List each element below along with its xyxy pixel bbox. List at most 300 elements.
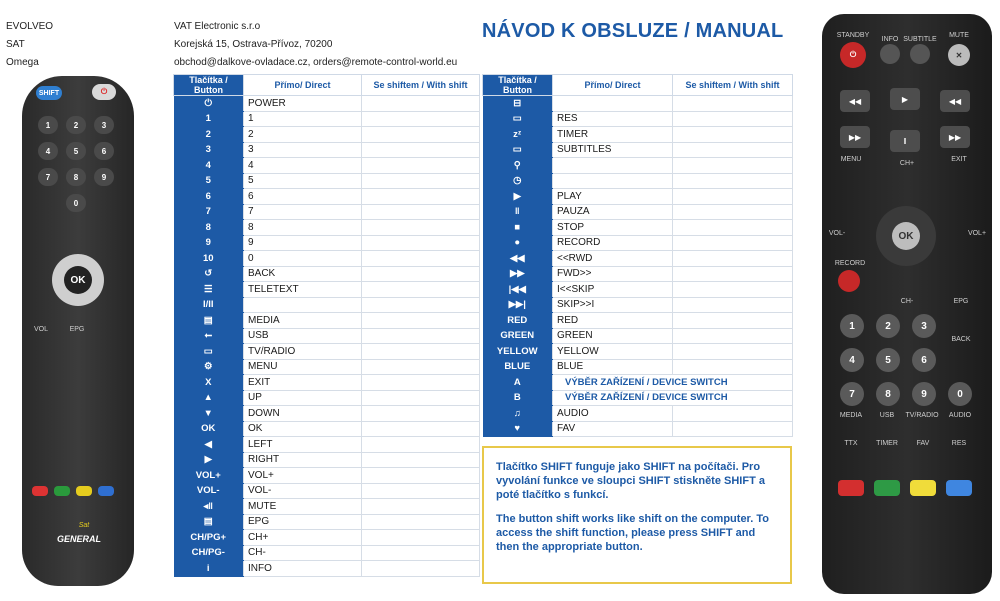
numpad-key: 6 xyxy=(912,348,936,372)
direct-cell: POWER xyxy=(244,96,362,112)
table-row xyxy=(483,344,793,360)
direct-cell: LEFT xyxy=(244,437,362,453)
direct-cell: 6 xyxy=(244,189,362,205)
numpad-key: 1 xyxy=(840,314,864,338)
col-direct-header: Přímo/ Direct xyxy=(244,75,362,96)
record-label: RECORD xyxy=(834,260,866,267)
button-cell: ☰ xyxy=(174,282,244,298)
brand-name: EVOLVEO xyxy=(6,21,54,32)
ch-minus-label: CH- xyxy=(900,298,914,305)
ch-plus-label: CH+ xyxy=(899,160,915,167)
table-row xyxy=(483,111,793,127)
direct-cell: 9 xyxy=(244,235,362,251)
shift-cell xyxy=(362,375,480,391)
remote-right-image xyxy=(822,14,992,594)
direct-cell: 3 xyxy=(244,142,362,158)
direct-cell: VOL+ xyxy=(244,468,362,484)
button-cell: 4 xyxy=(174,158,244,174)
record-key xyxy=(838,270,860,292)
device-switch-cell: VÝBĚR ZAŘÍZENÍ / DEVICE SWITCH xyxy=(553,375,793,391)
shift-cell xyxy=(362,545,480,561)
table-row xyxy=(174,313,480,329)
numpad-key: 1 xyxy=(38,116,58,134)
shift-cell xyxy=(673,406,793,422)
direct-cell: MENU xyxy=(244,359,362,375)
col-button-header: Tlačítka / Button xyxy=(483,75,553,96)
col-shift-header: Se shiftem / With shift xyxy=(673,75,793,96)
numpad-key: 0 xyxy=(66,194,86,212)
device-switch-cell: VÝBĚR ZAŘÍZENÍ / DEVICE SWITCH xyxy=(553,390,793,406)
shift-cell xyxy=(362,483,480,499)
direct-cell: FAV xyxy=(553,421,673,437)
button-cell: ■ xyxy=(483,220,553,236)
table-row xyxy=(174,344,480,360)
subtitle-key xyxy=(910,44,930,64)
table-row xyxy=(483,297,793,313)
shift-note-en: The button shift works like shift on the computer. To access the shift function, please press SHIFT and then the appropriate button. xyxy=(496,513,769,553)
prev-key: ◀◀ xyxy=(940,90,970,112)
table-row xyxy=(174,127,480,143)
company-emails[interactable]: obchod@dalkove-ovladace.cz, orders@remote-control-world.eu xyxy=(174,57,458,68)
yellow-key xyxy=(910,480,936,496)
direct-cell: UP xyxy=(244,390,362,406)
direct-cell: 4 xyxy=(244,158,362,174)
red-key xyxy=(838,480,864,496)
button-cell: ▤ xyxy=(174,514,244,530)
direct-cell xyxy=(553,96,673,112)
table-row xyxy=(174,111,480,127)
shift-cell xyxy=(362,111,480,127)
direct-cell: 0 xyxy=(244,251,362,267)
table-row xyxy=(483,390,793,406)
button-cell: I/II xyxy=(174,297,244,313)
button-cell: ♥ xyxy=(483,421,553,437)
table-row xyxy=(174,375,480,391)
tvradio-label: TV/RADIO xyxy=(905,412,939,419)
direct-cell: 8 xyxy=(244,220,362,236)
shift-cell xyxy=(362,127,480,143)
table-row xyxy=(174,282,480,298)
direct-cell: TV/RADIO xyxy=(244,344,362,360)
shift-cell xyxy=(673,142,793,158)
shift-cell xyxy=(362,251,480,267)
button-cell: ◀ xyxy=(174,437,244,453)
table-row xyxy=(483,313,793,329)
button-cell: ⊟ xyxy=(483,96,553,112)
shift-cell xyxy=(362,514,480,530)
table-row xyxy=(483,406,793,422)
button-cell: RED xyxy=(483,313,553,329)
shift-cell xyxy=(362,406,480,422)
shift-cell xyxy=(362,344,480,360)
shift-cell xyxy=(673,344,793,360)
numpad-key: 0 xyxy=(948,382,972,406)
button-cell: 7 xyxy=(174,204,244,220)
table-row xyxy=(483,282,793,298)
table-row xyxy=(174,545,480,561)
table-row xyxy=(483,235,793,251)
shift-cell xyxy=(673,251,793,267)
direct-cell: PLAY xyxy=(553,189,673,205)
direct-cell: SKIP>>I xyxy=(553,297,673,313)
res-label: RES xyxy=(951,440,967,447)
shift-cell xyxy=(362,328,480,344)
shift-cell xyxy=(362,189,480,205)
direct-cell: FWD>> xyxy=(553,266,673,282)
shift-cell xyxy=(362,359,480,375)
button-cell: YELLOW xyxy=(483,344,553,360)
col-button-header: Tlačítka / Button xyxy=(174,75,244,96)
table-row xyxy=(174,235,480,251)
next-key: ▶▶ xyxy=(840,126,870,148)
series-name: Omega xyxy=(6,57,39,68)
button-cell: 1 xyxy=(174,111,244,127)
button-cell: ● xyxy=(483,235,553,251)
button-cell: ◂‖ xyxy=(174,499,244,515)
direct-cell: YELLOW xyxy=(553,344,673,360)
direct-cell: USB xyxy=(244,328,362,344)
table-row xyxy=(174,328,480,344)
table-row xyxy=(483,142,793,158)
direct-cell: AUDIO xyxy=(553,406,673,422)
direct-cell: 5 xyxy=(244,173,362,189)
button-cell: ⏻ xyxy=(174,96,244,112)
exit-label: EXIT xyxy=(951,156,967,163)
ok-button: OK xyxy=(64,266,92,294)
company-address: Korejská 15, Ostrava-Přívoz, 70200 xyxy=(174,39,333,50)
direct-cell: DOWN xyxy=(244,406,362,422)
yellow-key xyxy=(76,486,92,496)
col-direct-header: Přímo/ Direct xyxy=(553,75,673,96)
epg-label: EPG xyxy=(953,298,969,305)
button-cell: VOL- xyxy=(174,483,244,499)
back-label: BACK xyxy=(951,336,971,343)
direct-cell: MUTE xyxy=(244,499,362,515)
direct-cell: CH- xyxy=(244,545,362,561)
table-row xyxy=(174,251,480,267)
table-row xyxy=(174,204,480,220)
epg-label: EPG xyxy=(69,326,85,333)
direct-cell: BACK xyxy=(244,266,362,282)
shift-cell xyxy=(673,96,793,112)
button-cell: VOL+ xyxy=(174,468,244,484)
table-row xyxy=(174,530,480,546)
standby-label: STANDBY xyxy=(836,32,870,39)
numpad-key: 4 xyxy=(38,142,58,160)
info-key xyxy=(880,44,900,64)
sat-logo: Sat xyxy=(78,522,90,529)
table-row xyxy=(174,390,480,406)
shift-cell xyxy=(673,297,793,313)
shift-cell xyxy=(362,158,480,174)
button-cell: 2 xyxy=(174,127,244,143)
shift-cell xyxy=(673,359,793,375)
table-row xyxy=(174,142,480,158)
numpad-key: 7 xyxy=(38,168,58,186)
info-label: INFO xyxy=(881,36,899,43)
shift-cell xyxy=(362,437,480,453)
table-row xyxy=(483,127,793,143)
direct-cell: 1 xyxy=(244,111,362,127)
shift-cell xyxy=(673,328,793,344)
shift-cell xyxy=(362,452,480,468)
button-cell: B xyxy=(483,390,553,406)
usb-label: USB xyxy=(879,412,895,419)
table-row xyxy=(483,251,793,267)
shift-cell xyxy=(362,96,480,112)
remote-left-image xyxy=(22,76,134,586)
table-row xyxy=(174,96,480,112)
table-row xyxy=(483,173,793,189)
shift-cell xyxy=(362,235,480,251)
col-shift-header: Se shiftem / With shift xyxy=(362,75,480,96)
button-cell: ⚲ xyxy=(483,158,553,174)
shift-cell xyxy=(673,421,793,437)
direct-cell: STOP xyxy=(553,220,673,236)
direct-cell: SUBTITLES xyxy=(553,142,673,158)
direct-cell: RECORD xyxy=(553,235,673,251)
shift-cell xyxy=(673,282,793,298)
button-cell: ▶ xyxy=(174,452,244,468)
table-row xyxy=(174,297,480,313)
rewind-key: ◀◀ xyxy=(840,90,870,112)
shift-cell xyxy=(673,173,793,189)
mute-icon: ✕ xyxy=(948,44,970,66)
numpad-key: 4 xyxy=(840,348,864,372)
table-row xyxy=(174,359,480,375)
table-row xyxy=(174,220,480,236)
direct-cell: EXIT xyxy=(244,375,362,391)
subtitle-label: SUBTITLE xyxy=(903,36,937,43)
direct-cell: TELETEXT xyxy=(244,282,362,298)
numpad-key: 2 xyxy=(876,314,900,338)
table-row xyxy=(174,499,480,515)
shift-cell xyxy=(362,173,480,189)
shift-note-cz: Tlačítko SHIFT funguje jako SHIFT na počítači. Pro vyvolání funkce ve sloupci SHIFT stiskněte SHIFT a poté tlačítko s funkcí. xyxy=(496,461,765,501)
numpad-key: 8 xyxy=(876,382,900,406)
direct-cell: PAUZA xyxy=(553,204,673,220)
standby-icon: ⏻ xyxy=(840,42,866,68)
shift-cell xyxy=(673,189,793,205)
company-info xyxy=(174,18,457,72)
button-cell: ▶▶| xyxy=(483,297,553,313)
table-row xyxy=(483,96,793,112)
shift-cell xyxy=(673,127,793,143)
shift-cell xyxy=(362,530,480,546)
direct-cell: VOL- xyxy=(244,483,362,499)
button-cell: A xyxy=(483,375,553,391)
button-cell: BLUE xyxy=(483,359,553,375)
numpad-key: 3 xyxy=(94,116,114,134)
numpad-key: 6 xyxy=(94,142,114,160)
table-row xyxy=(174,437,480,453)
direct-cell: INFO xyxy=(244,561,362,577)
shift-cell xyxy=(362,390,480,406)
table-row xyxy=(483,359,793,375)
vol-minus-label: VOL- xyxy=(828,230,846,237)
button-cell: ⭠ xyxy=(174,328,244,344)
button-cell: ◀◀ xyxy=(483,251,553,267)
shift-cell xyxy=(362,282,480,298)
button-map-table-left xyxy=(173,74,480,577)
shift-cell xyxy=(673,111,793,127)
shift-cell xyxy=(673,266,793,282)
button-cell: ▲ xyxy=(174,390,244,406)
direct-cell: TIMER xyxy=(553,127,673,143)
button-cell: 8 xyxy=(174,220,244,236)
direct-cell: CH+ xyxy=(244,530,362,546)
button-cell: ▭ xyxy=(483,142,553,158)
shift-cell xyxy=(362,266,480,282)
model-name: SAT xyxy=(6,39,25,50)
company-name: VAT Electronic s.r.o xyxy=(174,21,261,32)
button-cell: 5 xyxy=(174,173,244,189)
table-row xyxy=(483,421,793,437)
direct-cell: MEDIA xyxy=(244,313,362,329)
direct-cell: RED xyxy=(553,313,673,329)
device-info xyxy=(6,18,53,72)
fav-label: FAV xyxy=(916,440,930,447)
numpad-key: 9 xyxy=(94,168,114,186)
play-key: ▶ xyxy=(890,88,920,110)
button-cell: CH/PG+ xyxy=(174,530,244,546)
shift-cell xyxy=(673,220,793,236)
numpad-key: 5 xyxy=(66,142,86,160)
vol-plus-label: VOL+ xyxy=(967,230,987,237)
button-cell: ▶▶ xyxy=(483,266,553,282)
button-cell: i xyxy=(174,561,244,577)
direct-cell xyxy=(553,173,673,189)
button-cell: X xyxy=(174,375,244,391)
button-cell: ▭ xyxy=(483,111,553,127)
table-row xyxy=(174,266,480,282)
button-cell: ↺ xyxy=(174,266,244,282)
button-cell: GREEN xyxy=(483,328,553,344)
button-cell: ♫ xyxy=(483,406,553,422)
button-cell: CH/PG- xyxy=(174,545,244,561)
numpad-key: 8 xyxy=(66,168,86,186)
ttx-label: TTX xyxy=(844,440,858,447)
button-cell: OK xyxy=(174,421,244,437)
direct-cell: RIGHT xyxy=(244,452,362,468)
numpad-key: 7 xyxy=(840,382,864,406)
table-row xyxy=(483,375,793,391)
table-row xyxy=(174,561,480,577)
shift-cell xyxy=(362,468,480,484)
table-row xyxy=(483,328,793,344)
direct-cell xyxy=(553,158,673,174)
table-row xyxy=(483,266,793,282)
shift-cell xyxy=(362,297,480,313)
button-cell: 10 xyxy=(174,251,244,267)
vol-label: VOL xyxy=(33,326,48,333)
shift-cell xyxy=(673,158,793,174)
direct-cell: GREEN xyxy=(553,328,673,344)
button-cell: ◷ xyxy=(483,173,553,189)
button-cell: 6 xyxy=(174,189,244,205)
media-label: MEDIA xyxy=(839,412,863,419)
general-logo: GENERAL xyxy=(56,534,101,544)
table-row xyxy=(174,158,480,174)
table-row xyxy=(174,189,480,205)
table-row xyxy=(174,514,480,530)
menu-label: MENU xyxy=(840,156,862,163)
direct-cell: OK xyxy=(244,421,362,437)
button-cell: ‖ xyxy=(483,204,553,220)
direct-cell xyxy=(244,297,362,313)
table-row xyxy=(483,204,793,220)
shift-cell xyxy=(673,204,793,220)
direct-cell: 2 xyxy=(244,127,362,143)
shift-cell xyxy=(362,142,480,158)
table-row xyxy=(174,468,480,484)
shift-cell xyxy=(362,561,480,577)
green-key xyxy=(54,486,70,496)
button-cell: ▭ xyxy=(174,344,244,360)
shift-button: SHIFT xyxy=(36,86,62,100)
button-cell: |◀◀ xyxy=(483,282,553,298)
ok-button: OK xyxy=(892,222,920,250)
table-row xyxy=(483,158,793,174)
shift-cell xyxy=(362,220,480,236)
direct-cell: I<<SKIP xyxy=(553,282,673,298)
shift-cell xyxy=(362,499,480,515)
button-cell: 9 xyxy=(174,235,244,251)
timer-label: TIMER xyxy=(876,440,898,447)
button-map-table-right xyxy=(482,74,793,437)
blue-key xyxy=(946,480,972,496)
forward-key: ▶▶ xyxy=(940,126,970,148)
green-key xyxy=(874,480,900,496)
button-cell: ⚙ xyxy=(174,359,244,375)
numpad-key: 9 xyxy=(912,382,936,406)
table-row xyxy=(483,189,793,205)
direct-cell: RES xyxy=(553,111,673,127)
numpad-key: 3 xyxy=(912,314,936,338)
pause-key: ‖ xyxy=(890,130,920,152)
direct-cell: <<RWD xyxy=(553,251,673,267)
button-cell: 3 xyxy=(174,142,244,158)
button-cell: ▼ xyxy=(174,406,244,422)
direct-cell: BLUE xyxy=(553,359,673,375)
button-cell: ▶ xyxy=(483,189,553,205)
button-cell: ▤ xyxy=(174,313,244,329)
numpad-key: 2 xyxy=(66,116,86,134)
blue-key xyxy=(98,486,114,496)
table-row xyxy=(174,452,480,468)
table-row xyxy=(174,406,480,422)
shift-cell xyxy=(673,235,793,251)
table-row xyxy=(174,421,480,437)
table-row xyxy=(483,220,793,236)
mute-label: MUTE xyxy=(949,32,969,39)
shift-note xyxy=(482,446,792,584)
red-key xyxy=(32,486,48,496)
button-cell: zᶻ xyxy=(483,127,553,143)
direct-cell: 7 xyxy=(244,204,362,220)
audio-label: AUDIO xyxy=(948,412,972,419)
table-row xyxy=(174,483,480,499)
numpad-key: 5 xyxy=(876,348,900,372)
shift-cell xyxy=(362,313,480,329)
direct-cell: EPG xyxy=(244,514,362,530)
shift-cell xyxy=(362,204,480,220)
shift-cell xyxy=(362,421,480,437)
page-title: NÁVOD K OBSLUZE / MANUAL xyxy=(482,20,784,42)
shift-cell xyxy=(673,313,793,329)
power-icon: ⏻ xyxy=(92,84,116,100)
table-row xyxy=(174,173,480,189)
